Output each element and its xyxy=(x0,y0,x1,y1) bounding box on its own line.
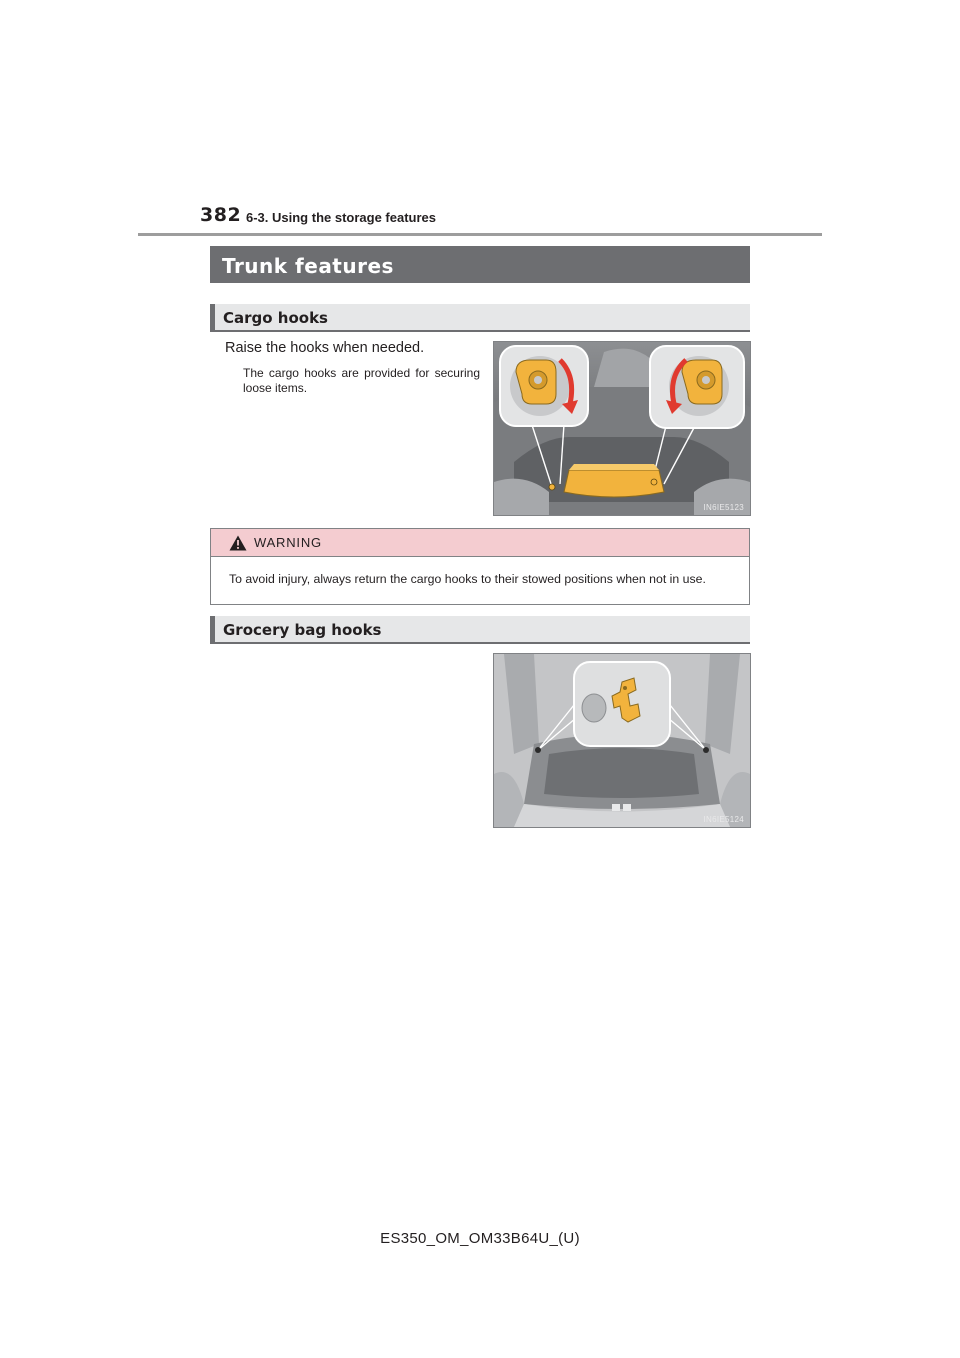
warning-triangle-icon xyxy=(229,535,247,551)
cargo-hooks-heading-label: Cargo hooks xyxy=(223,309,328,327)
footer-doc-id: ES350_OM_OM33B64U_(U) xyxy=(380,1230,580,1247)
grocery-bag-hooks-figure-code: IN6IE5124 xyxy=(703,815,744,824)
page-title-bar xyxy=(210,246,750,283)
left-cargo-hook-icon xyxy=(516,360,556,404)
cargo-hooks-illustration xyxy=(494,342,750,515)
page-title: Trunk features xyxy=(222,254,394,278)
warning-label: WARNING xyxy=(254,535,322,550)
cargo-hooks-step: Raise the hooks when needed. xyxy=(225,340,425,356)
grocery-bag-hooks-figure xyxy=(493,653,751,828)
grocery-bag-hooks-heading-label: Grocery bag hooks xyxy=(223,621,382,639)
heading-accent xyxy=(210,616,215,642)
grocery-bag-hooks-illustration xyxy=(494,654,750,827)
grocery-bag-hooks-heading xyxy=(210,616,750,644)
cargo-hooks-figure-code: IN6IE5123 xyxy=(703,503,744,512)
cargo-hooks-figure xyxy=(493,341,751,516)
warning-box xyxy=(210,528,750,605)
page-number: 382 xyxy=(200,204,242,226)
warning-text: To avoid injury, always return the cargo hooks to their stowed positions when not in use. xyxy=(229,572,706,586)
warning-header xyxy=(211,529,749,557)
right-cargo-hook-icon xyxy=(682,360,722,404)
header-rule xyxy=(138,233,822,236)
heading-accent xyxy=(210,304,215,330)
cargo-hooks-heading xyxy=(210,304,750,332)
section-path: 6-3. Using the storage features xyxy=(246,210,436,225)
cargo-hooks-note: The cargo hooks are provided for securing loose items. xyxy=(243,366,480,395)
